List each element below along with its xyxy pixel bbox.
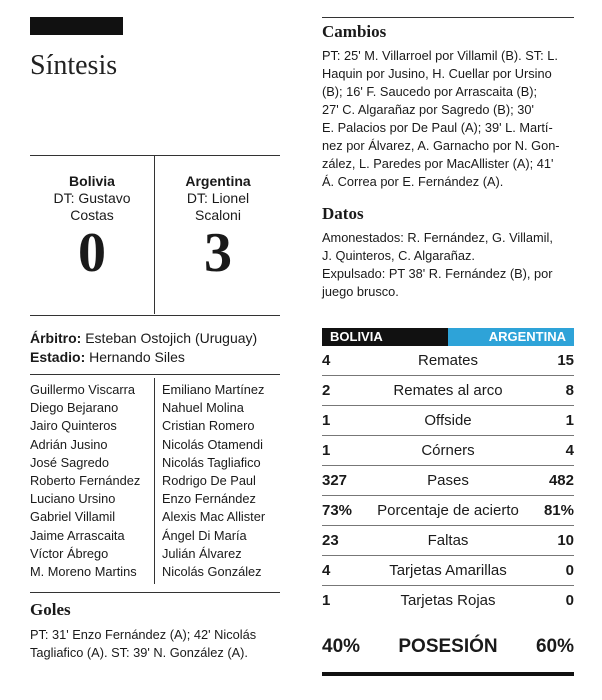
home-stat-value: 4 bbox=[322, 562, 331, 579]
list-item: Nicolás Tagliafico bbox=[162, 454, 261, 470]
away-score: 3 bbox=[204, 222, 232, 284]
text-line: zález, L. Paredes por MacAllister (A); 41' bbox=[322, 156, 554, 171]
referee-line bbox=[30, 328, 257, 348]
text-line: Á. Correa por E. Fernández (A). bbox=[322, 174, 504, 189]
list-item: Cristian Romero bbox=[162, 418, 255, 434]
divider bbox=[30, 374, 280, 375]
home-stat-value: 1 bbox=[322, 442, 331, 459]
score-divider bbox=[154, 156, 155, 314]
home-team-name: Bolivia bbox=[69, 173, 115, 189]
lineup-divider bbox=[154, 378, 155, 584]
changes-title: Cambios bbox=[322, 22, 387, 41]
stat-label: Córners bbox=[421, 442, 475, 459]
stats-header bbox=[322, 328, 574, 346]
away-lineup bbox=[162, 381, 265, 581]
referee-name: Esteban Ostojich (Uruguay) bbox=[85, 330, 258, 346]
list-item: Roberto Fernández bbox=[30, 473, 141, 489]
stats-row bbox=[322, 466, 574, 496]
stadium-line bbox=[30, 347, 185, 367]
stat-label: Remates al arco bbox=[393, 382, 503, 399]
away-stat-value: 0 bbox=[565, 562, 574, 579]
away-stat-value: 0 bbox=[565, 592, 574, 609]
home-stat-value: 4 bbox=[322, 352, 331, 369]
away-coach-line2: Scaloni bbox=[195, 207, 241, 223]
text-line: PT: 25' M. Villarroel por Villamil (B). ST: L. bbox=[322, 48, 558, 63]
away-stat-value: 482 bbox=[548, 472, 574, 489]
list-item: Adrián Jusino bbox=[30, 436, 108, 452]
away-coach-line1: DT: Lionel bbox=[186, 190, 250, 206]
text-line: J. Quinteros, C. Algarañaz. bbox=[322, 248, 475, 263]
home-stats-header: BOLIVIA bbox=[322, 328, 448, 346]
stat-label: Remates bbox=[417, 352, 479, 369]
text-line: PT: 31' Enzo Fernández (A); 42' Nicolás bbox=[30, 627, 257, 642]
stat-label: Faltas bbox=[427, 532, 469, 549]
text-line: Tagliafico (A). ST: 39' N. González (A). bbox=[30, 645, 248, 660]
list-item: Ángel Di María bbox=[162, 527, 247, 543]
stats-row bbox=[322, 526, 574, 556]
away-stats-header: ARGENTINA bbox=[448, 328, 574, 346]
home-stat-value: 1 bbox=[322, 412, 331, 429]
list-item: Gabriel Villamil bbox=[30, 509, 116, 525]
away-stat-value: 8 bbox=[565, 382, 574, 399]
stadium-label: Estadio: bbox=[30, 349, 86, 365]
list-item: Nahuel Molina bbox=[162, 400, 244, 416]
referee-label: Árbitro: bbox=[30, 330, 82, 346]
home-stat-value: 2 bbox=[322, 382, 331, 399]
home-score: 0 bbox=[78, 222, 106, 284]
stats-row bbox=[322, 376, 574, 406]
stat-label: Tarjetas Rojas bbox=[400, 592, 496, 609]
away-team bbox=[156, 172, 280, 282]
list-item: Jaime Arrascaita bbox=[30, 527, 125, 543]
stats-row bbox=[322, 586, 574, 616]
text-line: 27' C. Algarañaz por Sagredo (B); 30' bbox=[322, 102, 534, 117]
stadium-name: Hernando Siles bbox=[89, 349, 185, 365]
text-line: juego brusco. bbox=[322, 284, 399, 299]
stats-row bbox=[322, 496, 574, 526]
away-possession: 60% bbox=[535, 636, 574, 657]
scoreboard bbox=[30, 156, 280, 314]
stats-row bbox=[322, 556, 574, 586]
list-item: Diego Bejarano bbox=[30, 400, 119, 416]
home-possession: 40% bbox=[322, 636, 361, 657]
list-item: Guillermo Viscarra bbox=[30, 382, 136, 397]
home-stat-value: 73% bbox=[322, 502, 353, 519]
away-team-name: Argentina bbox=[185, 173, 251, 189]
goals-title: Goles bbox=[30, 600, 71, 619]
footer-rule bbox=[322, 672, 574, 676]
header-bar bbox=[30, 17, 123, 35]
home-coach-line2: Costas bbox=[70, 207, 114, 223]
possession-row bbox=[322, 634, 574, 660]
list-item: Jairo Quinteros bbox=[30, 418, 117, 434]
list-item: Julián Álvarez bbox=[162, 545, 242, 561]
list-item: Nicolás Otamendi bbox=[162, 436, 263, 452]
text-line: (B); 16' F. Saucedo por Arrascaita (B); bbox=[322, 84, 538, 99]
possession-label: POSESIÓN bbox=[398, 636, 498, 657]
list-item: Nicolás González bbox=[162, 564, 262, 580]
list-item: M. Moreno Martins bbox=[30, 564, 137, 580]
away-stat-value: 4 bbox=[565, 442, 574, 459]
text-line: Haquin por Jusino, H. Cuellar por Ursino bbox=[322, 66, 552, 81]
home-lineup bbox=[30, 381, 140, 581]
changes-text bbox=[322, 47, 560, 191]
divider bbox=[322, 17, 574, 18]
away-stat-value: 1 bbox=[565, 412, 574, 429]
stats-row bbox=[322, 346, 574, 376]
stats-row bbox=[322, 436, 574, 466]
text-line: Expulsado: PT 38' R. Fernández (B), por bbox=[322, 266, 553, 281]
stat-label: Porcentaje de acierto bbox=[377, 502, 519, 519]
home-coach-line1: DT: Gustavo bbox=[53, 190, 131, 206]
away-stat-value: 81% bbox=[543, 502, 574, 519]
text-line: Amonestados: R. Fernández, G. Villamil, bbox=[322, 230, 553, 245]
away-stat-value: 15 bbox=[557, 352, 574, 369]
divider bbox=[30, 592, 280, 593]
goals-text bbox=[30, 626, 256, 662]
list-item: Rodrigo De Paul bbox=[162, 473, 256, 489]
stats-row bbox=[322, 406, 574, 436]
list-item: José Sagredo bbox=[30, 454, 109, 470]
stat-label: Pases bbox=[427, 472, 469, 489]
list-item: Emiliano Martínez bbox=[162, 382, 265, 397]
list-item: Alexis Mac Allister bbox=[162, 509, 266, 525]
text-line: E. Palacios por De Paul (A); 39' L. Martí- bbox=[322, 120, 553, 135]
list-item: Enzo Fernández bbox=[162, 491, 256, 507]
away-stat-value: 10 bbox=[557, 532, 574, 549]
divider bbox=[30, 315, 280, 316]
page-title: Síntesis bbox=[30, 50, 118, 81]
data-text bbox=[322, 229, 553, 301]
home-stat-value: 327 bbox=[322, 472, 348, 489]
stat-label: Tarjetas Amarillas bbox=[389, 562, 507, 579]
home-stat-value: 23 bbox=[322, 532, 339, 549]
home-stat-value: 1 bbox=[322, 592, 331, 609]
home-team bbox=[30, 172, 154, 282]
text-line: nez por Álvarez, A. Garnacho por N. Gon- bbox=[322, 138, 560, 153]
data-title: Datos bbox=[322, 204, 364, 223]
list-item: Luciano Ursino bbox=[30, 491, 116, 507]
list-item: Víctor Ábrego bbox=[30, 545, 109, 561]
stat-label: Offside bbox=[424, 412, 472, 429]
